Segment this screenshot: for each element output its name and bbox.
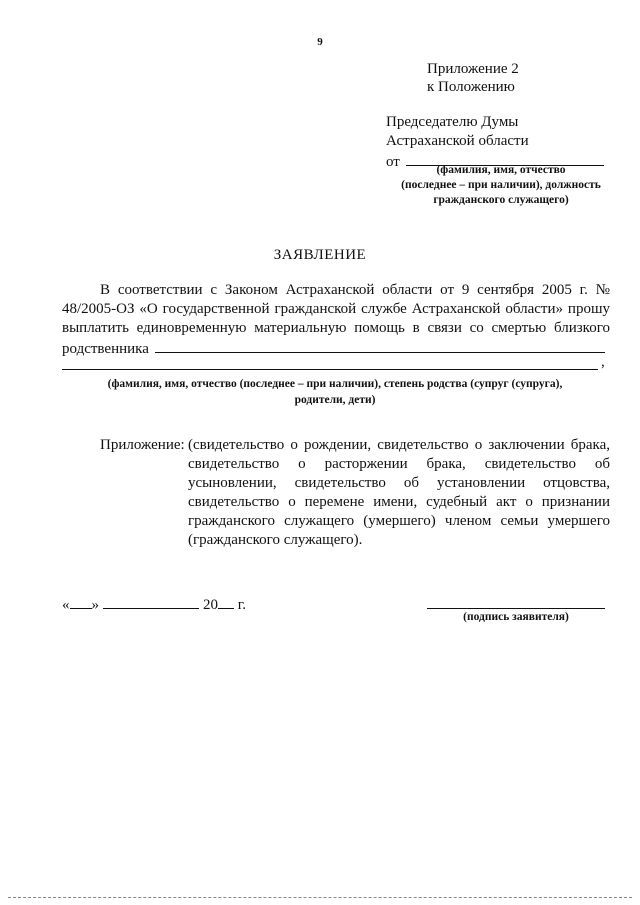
sender-caption-line-3: гражданского служащего) [433, 194, 569, 206]
relative-name-field[interactable] [155, 338, 605, 353]
relative-caption [70, 376, 600, 408]
relative-caption-line-2: родители, дети) [294, 394, 376, 406]
appendix-line-1: Приложение 2 [427, 61, 519, 77]
appendix-header [427, 60, 519, 96]
date-month-field[interactable] [103, 594, 199, 609]
sender-caption-line-2: (последнее – при наличии), должность [401, 179, 601, 191]
document-title: ЗАЯВЛЕНИЕ [273, 247, 367, 263]
date-open-quote: « [62, 597, 70, 613]
page-bottom-rule [8, 896, 632, 898]
sender-caption [372, 163, 630, 208]
relative-details-field[interactable] [62, 368, 598, 370]
line-comma: , [601, 354, 605, 370]
relative-caption-line-1: (фамилия, имя, отчество (последнее – при наличии), степень родства (супруг (супруга), [107, 378, 563, 390]
from-label: от [386, 154, 400, 170]
signature-caption: (подпись заявителя) [463, 611, 569, 623]
addressee-line-1: Председателю Думы [386, 114, 519, 130]
attachment-label: Приложение: [100, 437, 185, 453]
date-year-suffix: г. [237, 597, 246, 613]
date-day-field[interactable] [70, 594, 92, 609]
date-close-quote: » [91, 597, 99, 613]
page-number: 9 [317, 36, 323, 48]
date-year-prefix: 20 [203, 597, 218, 613]
application-text: В соответствии с Законом Астраханской области от 9 сентября 2005 г. № 48/2005-ОЗ «О государственной гражданской службе Астраханской области» прошу выплатить единовременную материальную помощь в связи со смертью близкого родственника [62, 282, 610, 357]
application-body [62, 281, 610, 359]
appendix-line-2: к Положению [427, 79, 515, 95]
attachment-text: (свидетельство о рождении, свидетельство о заключении брака, свидетельство о расторжении брака, свидетельство об усыновлении, свидетельство об установлении отцовства, свидетельство о перемене имени, судебный акт о признании гражданского служащего (умершего) членом семьи умершего (гражданского служащего). [188, 437, 610, 548]
date-year-field[interactable] [218, 594, 234, 609]
sender-caption-line-1: (фамилия, имя, отчество [436, 164, 566, 176]
signature-field[interactable] [427, 607, 605, 609]
addressee-line-2: Астраханской области [386, 133, 529, 149]
date-field [62, 594, 246, 614]
